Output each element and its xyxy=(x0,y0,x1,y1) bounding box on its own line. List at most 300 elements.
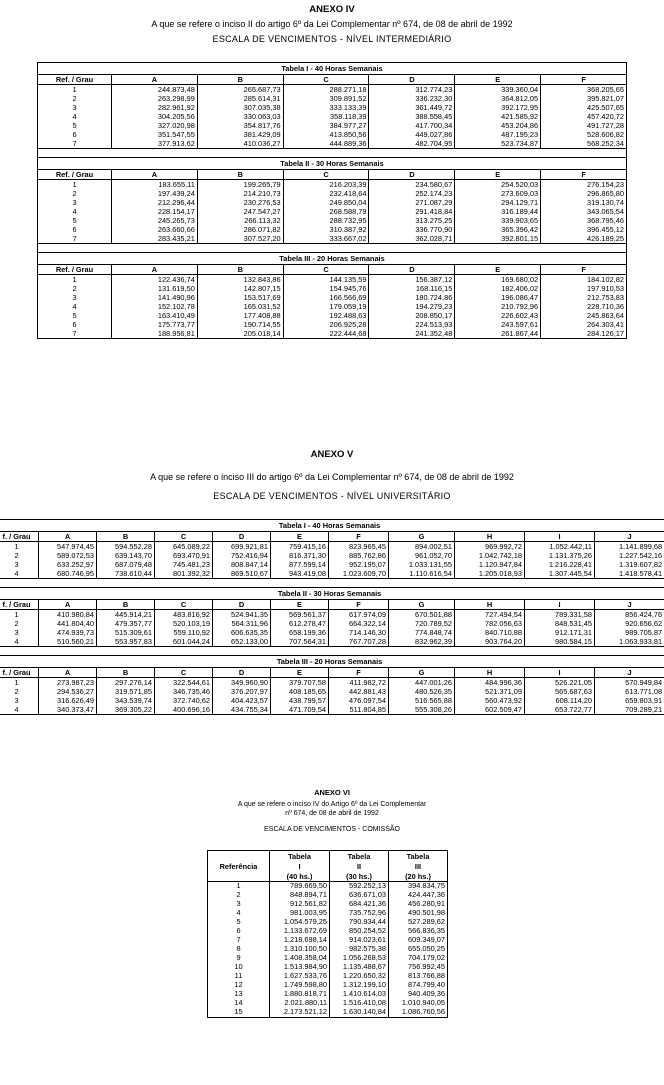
ref-cell: 4 xyxy=(38,302,112,311)
salary-cell: 680.746,95 xyxy=(39,569,97,579)
salary-cell: 790.934,44 xyxy=(330,918,389,927)
salary-cell: 1.216.228,41 xyxy=(525,560,595,569)
table-row xyxy=(38,130,627,139)
salary-cell: 652.133,00 xyxy=(213,637,271,647)
table-row xyxy=(38,121,627,130)
salary-cell: 394.834,75 xyxy=(389,882,448,892)
table-row xyxy=(38,103,627,112)
salary-cell: 608.114,20 xyxy=(525,696,595,705)
salary-cell: 664.322,14 xyxy=(329,619,389,628)
salary-cell: 180.724,86 xyxy=(369,293,455,302)
table-row xyxy=(0,637,664,647)
salary-cell: 592.252,13 xyxy=(330,882,389,892)
table-row xyxy=(0,687,664,696)
salary-cell: 553.957,83 xyxy=(97,637,155,647)
salary-cell: 165.031,52 xyxy=(197,302,283,311)
salary-cell: 234.580,67 xyxy=(369,180,455,190)
grade-column-header: D xyxy=(369,170,455,180)
salary-cell: 264.303,41 xyxy=(541,320,627,329)
salary-cell: 523.734,87 xyxy=(455,139,541,149)
salary-cell: 206.925,28 xyxy=(283,320,369,329)
salary-cell: 364.812,05 xyxy=(455,94,541,103)
table-row xyxy=(38,94,627,103)
grade-column-header: E xyxy=(271,668,329,678)
salary-cell: 265.687,73 xyxy=(197,85,283,95)
grade-column-header: F xyxy=(329,668,389,678)
grade-column-header: F xyxy=(329,532,389,542)
ref-grade-header: Ref. / Grau xyxy=(38,170,112,180)
salary-cell: 177.408,88 xyxy=(197,311,283,320)
ref-cell: 4 xyxy=(0,569,39,579)
salary-cell: 410.036,27 xyxy=(197,139,283,149)
salary-cell: 228.154,17 xyxy=(112,207,198,216)
table-row xyxy=(38,284,627,293)
ref-cell: 4 xyxy=(0,637,39,647)
grade-column-header: F xyxy=(541,75,627,85)
table-row xyxy=(208,945,448,954)
salary-cell: 989.705,87 xyxy=(595,628,664,637)
table-caption-row xyxy=(0,656,664,668)
salary-cell: 319.571,85 xyxy=(97,687,155,696)
salary-cell: 222.444,68 xyxy=(283,329,369,339)
ref-cell: 2 xyxy=(0,551,39,560)
salary-cell: 735.752,96 xyxy=(330,909,389,918)
salary-cell: 832.962,39 xyxy=(389,637,455,647)
grade-column-header: B xyxy=(197,170,283,180)
salary-cell: 670.501,88 xyxy=(389,610,455,620)
salary-cell: 981.003,95 xyxy=(270,909,330,918)
ref-cell: 5 xyxy=(38,311,112,320)
salary-cell: 759.415,16 xyxy=(271,542,329,552)
table-row xyxy=(0,542,664,552)
salary-cell: 153.517,69 xyxy=(197,293,283,302)
grade-column-header: I xyxy=(525,532,595,542)
salary-cell: 230.276,53 xyxy=(197,198,283,207)
ref-cell: 5 xyxy=(38,121,112,130)
salary-cell: 569.561,37 xyxy=(271,610,329,620)
salary-cell: 848.894,71 xyxy=(270,891,330,900)
salary-cell: 132.843,86 xyxy=(197,275,283,285)
salary-cell: 286.071,82 xyxy=(197,225,283,234)
ref-cell: 3 xyxy=(38,103,112,112)
table-row xyxy=(38,302,627,311)
salary-cell: 285.614,31 xyxy=(197,94,283,103)
salary-cell: 709.289,21 xyxy=(595,705,664,715)
salary-cell: 490.501,98 xyxy=(389,909,448,918)
salary-cell: 154.945,76 xyxy=(283,284,369,293)
reference-cell: 10 xyxy=(208,963,270,972)
salary-cell: 384.977,27 xyxy=(283,121,369,130)
reference-cell: 15 xyxy=(208,1008,270,1018)
grade-column-header: I xyxy=(525,668,595,678)
salary-cell: 336.232,30 xyxy=(369,94,455,103)
ref-grade-header: f. / Grau xyxy=(0,532,39,542)
table-row xyxy=(38,112,627,121)
ref-cell: 1 xyxy=(38,275,112,285)
table-row xyxy=(38,275,627,285)
column-header-row xyxy=(38,265,627,275)
salary-cell: 613.771,08 xyxy=(595,687,664,696)
salary-cell: 400.696,16 xyxy=(155,705,213,715)
ref-cell: 3 xyxy=(38,198,112,207)
salary-cell: 288.271,18 xyxy=(283,85,369,95)
reference-cell: 14 xyxy=(208,999,270,1008)
grade-column-header: E xyxy=(455,75,541,85)
column-header-row xyxy=(0,668,664,678)
ref-grade-header: Ref. / Grau xyxy=(38,265,112,275)
grade-column-header: B xyxy=(197,75,283,85)
salary-cell: 340.373,47 xyxy=(39,705,97,715)
grade-column-header: A xyxy=(112,265,198,275)
salary-cell: 392.801,15 xyxy=(455,234,541,244)
salary-cell: 163.410,49 xyxy=(112,311,198,320)
annex-iv-subtitle: A que se refere o inciso II do artigo 6º da Lei Complementar nº 674, de 08 de abril de 1992 xyxy=(151,19,513,29)
salary-cell: 244.873,48 xyxy=(112,85,198,95)
salary-cell: 183.655,11 xyxy=(112,180,198,190)
grade-column-header: E xyxy=(271,600,329,610)
salary-cell: 707.564,31 xyxy=(271,637,329,647)
salary-cell: 1.141.899,68 xyxy=(595,542,664,552)
salary-cell: 156.387,12 xyxy=(369,275,455,285)
reference-cell: 3 xyxy=(208,900,270,909)
salary-cell: 850.254,52 xyxy=(330,927,389,936)
table-row xyxy=(208,936,448,945)
grade-column-header: B xyxy=(97,532,155,542)
table-row xyxy=(0,628,664,637)
salary-cell: 426.189,25 xyxy=(541,234,627,244)
salary-cell: 524.941,35 xyxy=(213,610,271,620)
table-row xyxy=(0,569,664,579)
salary-cell: 424.447,36 xyxy=(389,891,448,900)
salary-cell: 449.027,86 xyxy=(369,130,455,139)
grade-column-header: E xyxy=(455,265,541,275)
salary-cell: 453.204,86 xyxy=(455,121,541,130)
salary-cell: 745.481,23 xyxy=(155,560,213,569)
salary-cell: 266.113,32 xyxy=(197,216,283,225)
annex-v-subtitle: A que se refere o inciso III do artigo 6º da Lei Complementar nº 674, de 08 de abril de 1992 xyxy=(150,472,514,482)
salary-cell: 1.513.984,90 xyxy=(270,963,330,972)
salary-cell: 943.419,08 xyxy=(271,569,329,579)
salary-cell: 333.133,39 xyxy=(283,103,369,112)
salary-cell: 313.275,25 xyxy=(369,216,455,225)
salary-cell: 1.410.614,03 xyxy=(330,990,389,999)
salary-cell: 404.423,57 xyxy=(213,696,271,705)
salary-cell: 589.072,53 xyxy=(39,551,97,560)
salary-cell: 205.018,14 xyxy=(197,329,283,339)
salary-cell: 720.789,52 xyxy=(389,619,455,628)
annex-vi-subtitle-1: A que se refere o inciso IV do Artigo 6º da Lei Complementar xyxy=(237,801,427,808)
salary-cell: 813.766,88 xyxy=(389,972,448,981)
salary-cell: 122.436,74 xyxy=(112,275,198,285)
ref-cell: 6 xyxy=(38,225,112,234)
salary-cell: 316.626,49 xyxy=(39,696,97,705)
grade-column-header: C xyxy=(283,170,369,180)
salary-cell: 912.171,31 xyxy=(525,628,595,637)
salary-cell: 699.921,81 xyxy=(213,542,271,552)
salary-cell: 474.939,73 xyxy=(39,628,97,637)
salary-cell: 1.052.442,11 xyxy=(525,542,595,552)
ref-cell: 1 xyxy=(0,542,39,552)
table-column-header: III xyxy=(389,861,448,871)
salary-cell: 144.135,59 xyxy=(283,275,369,285)
salary-cell: 1.627.533,76 xyxy=(270,972,330,981)
table-row xyxy=(208,927,448,936)
annex-v-table xyxy=(0,519,664,715)
table-column-header: I xyxy=(270,861,330,871)
salary-cell: 369.305,22 xyxy=(97,705,155,715)
salary-cell: 920.656,62 xyxy=(595,619,664,628)
grade-column-header: C xyxy=(155,600,213,610)
grade-column-header: C xyxy=(155,668,213,678)
salary-cell: 658.199,36 xyxy=(271,628,329,637)
salary-cell: 969.992,72 xyxy=(455,542,525,552)
salary-cell: 283.435,21 xyxy=(112,234,198,244)
salary-cell: 228.710,36 xyxy=(541,302,627,311)
grade-column-header: B xyxy=(197,265,283,275)
ref-cell: 3 xyxy=(38,293,112,302)
salary-cell: 152.102,78 xyxy=(112,302,198,311)
salary-cell: 288.732,95 xyxy=(283,216,369,225)
table-row xyxy=(38,198,627,207)
table-caption-row xyxy=(0,520,664,532)
column-header-row xyxy=(0,600,664,610)
annex-iv-table xyxy=(37,62,627,339)
salary-cell: 914.023,61 xyxy=(330,936,389,945)
salary-cell: 351.547,55 xyxy=(112,130,198,139)
grade-column-header: D xyxy=(369,75,455,85)
grade-column-header: D xyxy=(369,265,455,275)
salary-cell: 327.020,98 xyxy=(112,121,198,130)
salary-cell: 565.687,63 xyxy=(525,687,595,696)
grade-column-header: E xyxy=(455,170,541,180)
table-caption: Tabela III - 20 Horas Semanais xyxy=(38,253,627,265)
reference-cell: 7 xyxy=(208,936,270,945)
salary-cell: 1.110.616,54 xyxy=(389,569,455,579)
ref-cell: 5 xyxy=(38,216,112,225)
annex-v-title: ANEXO V xyxy=(310,449,354,460)
grade-column-header: H xyxy=(455,600,525,610)
salary-cell: 362.028,71 xyxy=(369,234,455,244)
salary-cell: 568.252,34 xyxy=(541,139,627,149)
salary-cell: 336.770,90 xyxy=(369,225,455,234)
table-column-header: (40 hs.) xyxy=(270,871,330,882)
ref-cell: 2 xyxy=(38,284,112,293)
salary-cell: 346.735,46 xyxy=(155,687,213,696)
salary-cell: 322.544,61 xyxy=(155,678,213,688)
column-header-row xyxy=(208,851,448,862)
grade-column-header: G xyxy=(389,532,455,542)
salary-cell: 410.980,84 xyxy=(39,610,97,620)
table-row xyxy=(38,311,627,320)
salary-cell: 816.371,30 xyxy=(271,551,329,560)
table-row xyxy=(208,918,448,927)
salary-cell: 330.063,03 xyxy=(197,112,283,121)
ref-grade-header: f. / Grau xyxy=(0,600,39,610)
grade-column-header: H xyxy=(455,668,525,678)
grade-column-header: G xyxy=(389,600,455,610)
salary-cell: 294.536,27 xyxy=(39,687,97,696)
salary-cell: 1.120.947,84 xyxy=(455,560,525,569)
salary-cell: 511.804,85 xyxy=(329,705,389,715)
salary-cell: 639.143,70 xyxy=(97,551,155,560)
grade-column-header: G xyxy=(389,668,455,678)
ref-cell: 1 xyxy=(38,180,112,190)
salary-cell: 756.992,45 xyxy=(389,963,448,972)
ref-cell: 4 xyxy=(38,207,112,216)
table-row xyxy=(38,207,627,216)
salary-cell: 480.526,35 xyxy=(389,687,455,696)
salary-cell: 354.817,76 xyxy=(197,121,283,130)
salary-cell: 704.179,02 xyxy=(389,954,448,963)
table-row xyxy=(38,225,627,234)
table-column-header: Tabela xyxy=(330,851,389,862)
table-column-header: II xyxy=(330,861,389,871)
salary-cell: 372.740,62 xyxy=(155,696,213,705)
grade-column-header: E xyxy=(271,532,329,542)
salary-cell: 885.762,86 xyxy=(329,551,389,560)
grade-column-header: D xyxy=(213,532,271,542)
salary-cell: 1.054.579,25 xyxy=(270,918,330,927)
salary-cell: 606.635,35 xyxy=(213,628,271,637)
ref-cell: 4 xyxy=(0,705,39,715)
table-row xyxy=(38,329,627,339)
salary-cell: 609.349,07 xyxy=(389,936,448,945)
table-caption: Tabela I - 40 Horas Semanais xyxy=(38,63,627,75)
reference-header: Referência xyxy=(208,851,270,882)
salary-cell: 1.033.131,55 xyxy=(389,560,455,569)
salary-cell: 903.764,20 xyxy=(455,637,525,647)
salary-cell: 982.575,38 xyxy=(330,945,389,954)
grade-column-header: A xyxy=(39,668,97,678)
salary-cell: 633.252,97 xyxy=(39,560,97,569)
salary-cell: 727.494,54 xyxy=(455,610,525,620)
salary-cell: 602.509,47 xyxy=(455,705,525,715)
salary-cell: 131.619,50 xyxy=(112,284,198,293)
salary-cell: 1.135.488,67 xyxy=(330,963,389,972)
table-spacer xyxy=(0,579,664,588)
salary-cell: 961.052,70 xyxy=(389,551,455,560)
salary-cell: 241.352,48 xyxy=(369,329,455,339)
salary-cell: 304.205,56 xyxy=(112,112,198,121)
salary-cell: 141.490,96 xyxy=(112,293,198,302)
grade-column-header: C xyxy=(283,265,369,275)
table-caption-row xyxy=(38,158,627,170)
salary-cell: 392.172,95 xyxy=(455,103,541,112)
salary-cell: 261.867,44 xyxy=(455,329,541,339)
salary-cell: 226.602,43 xyxy=(455,311,541,320)
salary-cell: 655.050,25 xyxy=(389,945,448,954)
salary-cell: 1.086.760,56 xyxy=(389,1008,448,1018)
grade-column-header: F xyxy=(541,265,627,275)
grade-column-header: J xyxy=(595,532,664,542)
salary-cell: 1.880.818,71 xyxy=(270,990,330,999)
salary-cell: 343.065,54 xyxy=(541,207,627,216)
salary-cell: 441.804,40 xyxy=(39,619,97,628)
salary-cell: 1.023.609,70 xyxy=(329,569,389,579)
ref-cell: 2 xyxy=(38,94,112,103)
salary-cell: 471.709,54 xyxy=(271,705,329,715)
table-caption: Tabela II - 30 Horas Semanais xyxy=(38,158,627,170)
salary-cell: 249.850,04 xyxy=(283,198,369,207)
table-column-header: (20 hs.) xyxy=(389,871,448,882)
salary-cell: 291.418,84 xyxy=(369,207,455,216)
annex-iv-title: ANEXO IV xyxy=(309,4,355,15)
table-spacer-cell xyxy=(0,579,664,588)
table-row xyxy=(208,900,448,909)
salary-cell: 175.773,77 xyxy=(112,320,198,329)
salary-cell: 343.539,74 xyxy=(97,696,155,705)
salary-cell: 142.807,15 xyxy=(197,284,283,293)
salary-cell: 339.360,04 xyxy=(455,85,541,95)
salary-cell: 767.707,28 xyxy=(329,637,389,647)
salary-cell: 395.821,07 xyxy=(541,94,627,103)
salary-cell: 192.488,63 xyxy=(283,311,369,320)
table-spacer-cell xyxy=(38,244,627,253)
grade-column-header: C xyxy=(155,532,213,542)
salary-cell: 636.671,03 xyxy=(330,891,389,900)
grade-column-header: J xyxy=(595,668,664,678)
table-column-header: (30 hs.) xyxy=(330,871,389,882)
salary-cell: 653.722,77 xyxy=(525,705,595,715)
salary-cell: 714.146,30 xyxy=(329,628,389,637)
salary-cell: 516.565,88 xyxy=(389,696,455,705)
salary-cell: 1.307.445,54 xyxy=(525,569,595,579)
salary-cell: 1.312.199,10 xyxy=(330,981,389,990)
reference-cell: 5 xyxy=(208,918,270,927)
salary-cell: 368.205,65 xyxy=(541,85,627,95)
annex-vi-scale: ESCALA DE VENCIMENTOS - COMISSÃO xyxy=(263,826,400,833)
ref-cell: 1 xyxy=(0,610,39,620)
salary-cell: 952.195,07 xyxy=(329,560,389,569)
salary-cell: 894.002,51 xyxy=(389,542,455,552)
ref-cell: 2 xyxy=(0,687,39,696)
salary-cell: 774.848,74 xyxy=(389,628,455,637)
ref-cell: 2 xyxy=(0,619,39,628)
salary-cell: 1.218.698,14 xyxy=(270,936,330,945)
grade-column-header: A xyxy=(39,532,97,542)
salary-cell: 848.531,45 xyxy=(525,619,595,628)
ref-grade-header: f. / Grau xyxy=(0,668,39,678)
salary-cell: 361.449,72 xyxy=(369,103,455,112)
salary-cell: 1.056.268,53 xyxy=(330,954,389,963)
salary-cell: 527.289,62 xyxy=(389,918,448,927)
salary-cell: 296.865,80 xyxy=(541,189,627,198)
salary-cell: 840.710,88 xyxy=(455,628,525,637)
table-row xyxy=(208,999,448,1008)
salary-cell: 782.056,63 xyxy=(455,619,525,628)
salary-cell: 479.357,77 xyxy=(97,619,155,628)
salary-cell: 801.392,32 xyxy=(155,569,213,579)
salary-cell: 212.753,83 xyxy=(541,293,627,302)
salary-cell: 1.418.578,41 xyxy=(595,569,664,579)
salary-cell: 445.914,21 xyxy=(97,610,155,620)
annex-vi-table xyxy=(207,850,448,1018)
salary-cell: 245.265,73 xyxy=(112,216,198,225)
ref-cell: 1 xyxy=(0,678,39,688)
table-row xyxy=(208,981,448,990)
ref-cell: 3 xyxy=(0,560,39,569)
table-column-header: Tabela xyxy=(270,851,330,862)
ref-cell: 4 xyxy=(38,112,112,121)
salary-cell: 877.599,14 xyxy=(271,560,329,569)
salary-cell: 738.610,44 xyxy=(97,569,155,579)
salary-cell: 224.513,93 xyxy=(369,320,455,329)
table-row xyxy=(0,560,664,569)
table-column-header: Tabela xyxy=(389,851,448,862)
table-row xyxy=(208,954,448,963)
table-caption: Tabela III - 20 Horas Semanais xyxy=(0,656,664,668)
table-row xyxy=(0,619,664,628)
